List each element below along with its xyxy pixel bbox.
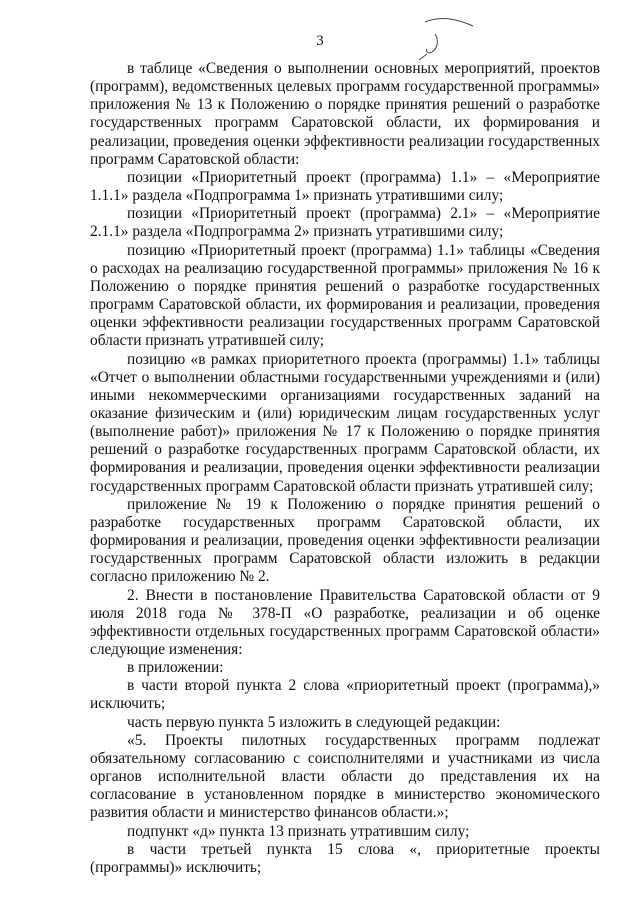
paragraph: в части второй пункта 2 слова «приоритетный проект (программа),» исключить;	[90, 677, 600, 713]
paragraph: в приложении:	[127, 659, 224, 677]
paragraph: приложение № 19 к Положению о порядке принятия решений о разработке государственных программ Саратовской области, их формирования и реализации, проведения оценки эффективности реализации государственных программ Саратовской области изложить в редакции согласно приложению № 2.	[90, 495, 600, 586]
paragraph: позицию «в рамках приоритетного проекта (программы) 1.1» таблицы «Отчет о выполнении областными государственными учреждениями и (или) иными некоммерческими организациями государственных заданий на оказание физическим и (или) юридическим лицам государственных услуг (выполнение работ)» приложения № 17 к Положению о порядке принятия решений о разработке государственных программ Саратовской области, их формирования и реализации, проведения оценки эффективности реализации государственных программ Саратовской области признать утратившей силу;	[90, 350, 600, 495]
paragraph: подпункт «д» пункта 13 признать утратившим силу;	[127, 822, 470, 840]
paragraph: 2. Внести в постановление Правительства Саратовской области от 9 июля 2018 года № 378-П «О разработке, реализации и об оценке эффективности отдельных государственных программ Саратовской области» следующие изменения:	[90, 586, 600, 658]
paragraph: «5. Проекты пилотных государственных программ подлежат обязательному согласованию с соисполнителями и участниками из числа органов исполнительной власти области до представления их на согласование в установленном порядке в министерство экономического развития области и министерство финансов области.»;	[90, 731, 600, 822]
paragraph: позицию «Приоритетный проект (программа) 1.1» таблицы «Сведения о расходах на реализацию государственной программы» приложения № 16 к Положению о порядке принятия решений о разработке государственных программ Саратовской области, их формирования и реализации, проведения оценки эффективности реализации государственных программ Саратовской области признать утратившей силу;	[90, 241, 600, 350]
paragraph: позиции «Приоритетный проект (программа) 1.1» – «Мероприятие 1.1.1» раздела «Подпрограмма 1» признать утратившими силу;	[90, 168, 600, 205]
paragraph: часть первую пункта 5 изложить в следующей редакции:	[127, 713, 501, 731]
paragraph: в части третьей пункта 15 слова «, приоритетные проекты (программы)» исключить;	[90, 840, 600, 876]
page-number: 3	[316, 33, 324, 49]
paragraph: в таблице «Сведения о выполнении основных мероприятий, проектов (программ), ведомственных целевых программ государственной программы» приложения № 13 к Положению о порядке принятия решений о разработке государственных программ Саратовской области, их формирования и реализации, проведения оценки эффективности реализации государственных программ Саратовской области:	[90, 60, 600, 168]
document-body	[90, 60, 600, 877]
paragraph: позиции «Приоритетный проект (программа) 2.1» – «Мероприятие 2.1.1» раздела «Подпрограмма 2» признать утратившими силу;	[90, 205, 600, 241]
